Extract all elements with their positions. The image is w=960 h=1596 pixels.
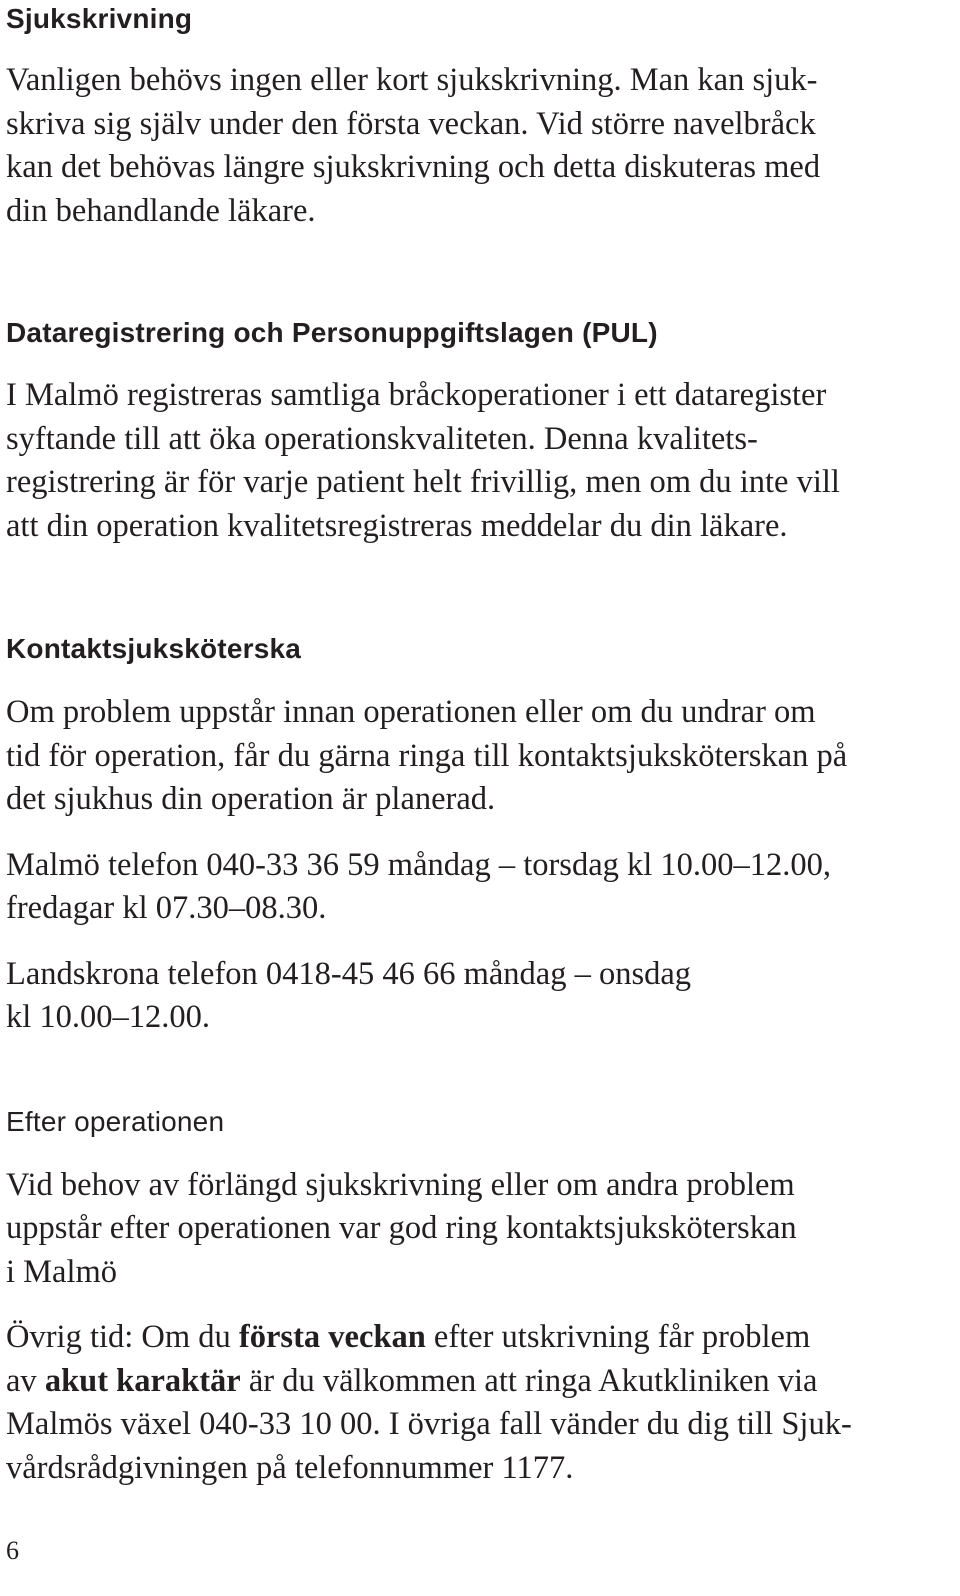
text-line: fredagar kl 07.30–08.30. <box>6 890 327 926</box>
text-line: tid för operation, får du gärna ringa till kontaktsjuksköterskan på <box>6 737 848 774</box>
text-line: att din operation kvalitetsregistreras meddelar du din läkare. <box>6 507 788 544</box>
text-line: kan det behövas längre sjukskrivning och detta diskuteras med <box>6 149 821 185</box>
text-line <box>6 1360 951 1404</box>
text-line: Malmö telefon 040-33 36 59 måndag – torsdag kl 10.00–12.00, <box>6 846 832 883</box>
text-line: uppstår efter operationen var god ring kontaktsjuksköterskan <box>6 1210 797 1246</box>
heading-efter-operationen: Efter operationen <box>6 1105 225 1137</box>
heading-dataregistrering: Dataregistrering och Personuppgiftslagen (PUL) <box>6 317 658 348</box>
paragraph-dataregistrering <box>6 374 951 548</box>
document-page <box>6 0 951 1490</box>
paragraph-sjukskrivning <box>6 59 951 233</box>
paragraph-malmo-phone <box>6 844 951 931</box>
paragraph-kontakt-intro <box>6 691 951 822</box>
text-line <box>6 1316 951 1360</box>
text-segment: är du välkommen att ringa Akutkliniken via <box>240 1362 818 1399</box>
page-number: 6 <box>6 1536 19 1565</box>
text-line: syftande till att öka operationskvaliteten. Denna kvalitets- <box>6 420 758 457</box>
text-line: Malmös växel 040-33 10 00. I övriga fall vänder du dig till Sjuk- <box>6 1406 852 1442</box>
text-line: vårdsrådgivningen på telefonnummer 1177. <box>6 1449 574 1486</box>
text-line: skriva sig själv under den första veckan. Vid större navelbråck <box>6 105 816 142</box>
text-segment: efter utskrivning får problem <box>425 1319 811 1355</box>
text-line: i Malmö <box>6 1253 118 1290</box>
text-line: Vid behov av förlängd sjukskrivning eller om andra problem <box>6 1166 795 1203</box>
paragraph-efter-intro <box>6 1164 951 1295</box>
heading-sjukskrivning: Sjukskrivning <box>6 3 193 34</box>
text-segment: av <box>6 1362 45 1399</box>
text-line: I Malmö registreras samtliga bråckoperationer i ett dataregister <box>6 377 827 413</box>
text-line: det sjukhus din operation är planerad. <box>6 781 496 817</box>
text-line: Vanligen behövs ingen eller kort sjukskrivning. Man kan sjuk- <box>6 62 818 98</box>
text-segment: Övrig tid: Om du <box>6 1319 239 1355</box>
emphasis-akut-karaktar: akut karaktär <box>44 1362 241 1399</box>
heading-kontaktsjukskoterska: Kontaktsjuksköterska <box>6 633 302 664</box>
paragraph-landskrona-phone <box>6 953 951 1040</box>
emphasis-forsta-veckan: första veckan <box>238 1319 426 1355</box>
text-line: din behandlande läkare. <box>6 192 316 229</box>
paragraph-ovrig-tid <box>6 1316 951 1490</box>
text-line: Om problem uppstår innan operationen eller om du undrar om <box>6 694 816 730</box>
text-line: Landskrona telefon 0418-45 46 66 måndag – onsdag <box>6 955 692 992</box>
text-line: registrering är för varje patient helt frivillig, men om du inte vill <box>6 464 840 500</box>
text-line: kl 10.00–12.00. <box>6 999 211 1035</box>
